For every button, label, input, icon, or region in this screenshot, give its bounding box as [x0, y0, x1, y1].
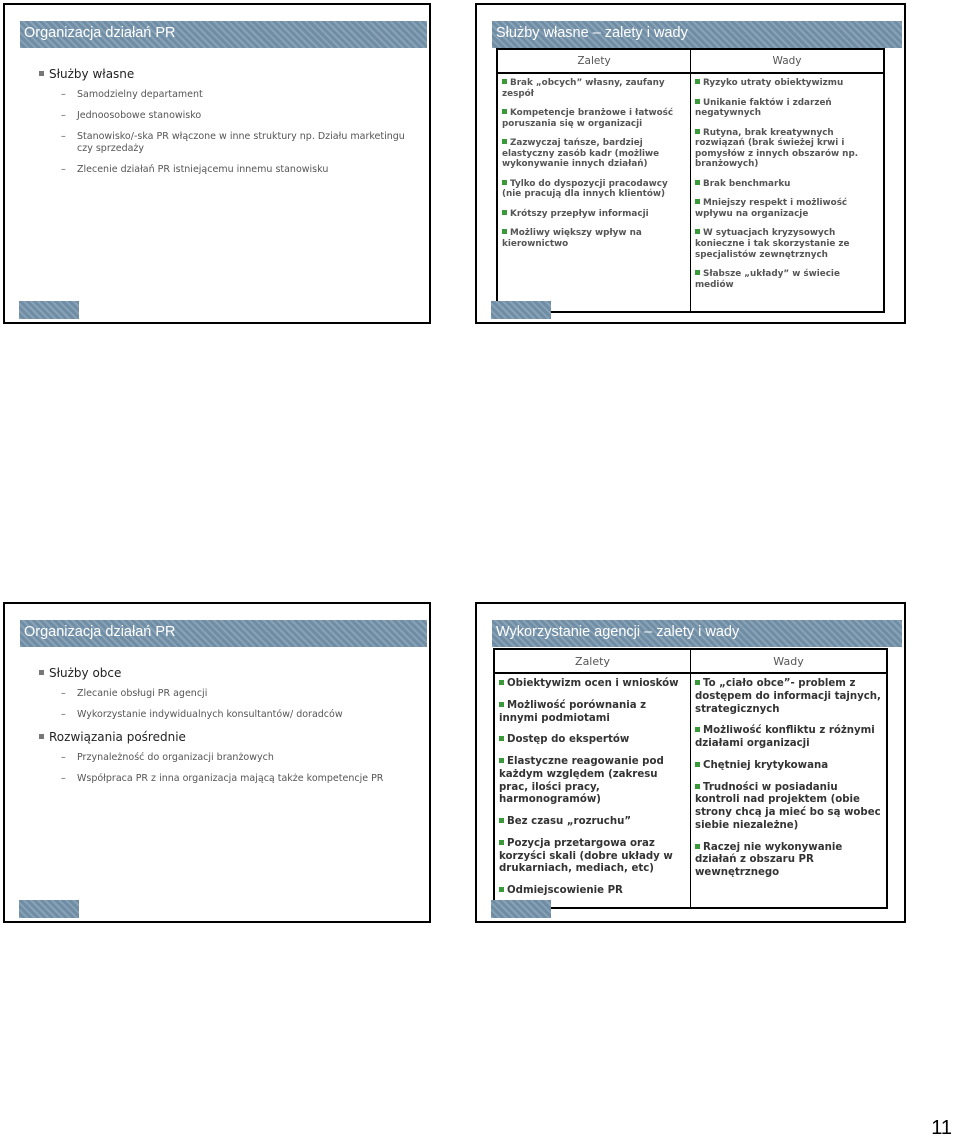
slide-corner-decoration [491, 900, 551, 918]
sub-bullet: – Stanowisko/-ska PR włączone w inne struktury np. Działu marketingu czy sprzedaży [39, 131, 417, 155]
slide-corner-decoration [491, 301, 551, 319]
bullet-square-icon [695, 129, 700, 134]
pro-item: Krótszy przepływ informacji [502, 209, 687, 220]
slide-organizacja-dzialan-pr-2 [3, 602, 431, 923]
slide-corner-decoration [19, 301, 79, 319]
pro-item: Odmiejscowienie PR [499, 885, 687, 898]
bullet-square-icon [499, 702, 504, 707]
bullet-square-icon [499, 758, 504, 763]
bullet-square-icon [502, 210, 507, 215]
con-item: Możliwość konfliktu z różnymi działami organizacji [695, 725, 875, 749]
bullet-square-icon [695, 270, 700, 275]
sub-bullet: – Zlecanie obsługi PR agencji [39, 688, 417, 700]
pro-item: Możliwy większy wpływ na kierownictwo [502, 228, 642, 250]
bullet-square-icon [499, 818, 504, 823]
slide-title: Organizacja działań PR [24, 624, 176, 640]
bullet-square-icon [502, 229, 507, 234]
bullet-square-icon [695, 99, 700, 104]
bullet-square-icon [695, 784, 700, 789]
con-item: To „ciało obce”- problem z dostępem do informacji tajnych, strategicznych [695, 678, 881, 715]
con-item: Rutyna, brak kreatywnych rozwiązań (brak świeżej krwi i pomysłów z innych obszarów np. branżowych) [695, 127, 859, 170]
sub-bullet: – Zlecenie działań PR istniejącemu innemu stanowisku [39, 164, 417, 176]
pro-item: Elastyczne reagowanie pod każdym względem (zakresu prac, ilości pracy, harmonogramów) [499, 756, 664, 806]
bullet-square-icon [695, 680, 700, 685]
slide-wykorzystanie-agencji-zalety-wady [475, 602, 906, 923]
bullet-square-icon [695, 844, 700, 849]
slide-content [39, 67, 417, 184]
slide-content [39, 666, 417, 794]
page-number: 11 [931, 1117, 952, 1139]
pro-item: Kompetencje branżowe i łatwość poruszania się w organizacji [502, 108, 674, 129]
bullet-square-icon [499, 680, 504, 685]
pros-header: Zalety [497, 49, 691, 73]
bullet-square-icon [499, 840, 504, 845]
pro-item: Pozycja przetargowa oraz korzyści skali (dobre układy w drukarniach, mediach, etc) [499, 837, 673, 875]
pro-item: Obiektywizm ocen i wniosków [499, 678, 687, 691]
slide-organizacja-dzialan-pr-1 [3, 3, 431, 324]
pro-item: Bez czasu „rozruchu” [499, 816, 687, 829]
slide-title-bar [20, 21, 427, 48]
cons-header: Wady [691, 649, 888, 673]
con-item: Raczej nie wykonywanie działań z obszaru PR wewnętrznego [695, 841, 843, 878]
con-item: Chętniej krytykowana [695, 760, 883, 773]
slide-title-bar [492, 21, 902, 48]
slide-title-bar [492, 620, 902, 647]
bullet-square-icon [695, 762, 700, 767]
sub-bullet: – Samodzielny departament [39, 89, 417, 101]
con-item: Mniejszy respekt i możliwość wpływu na organizacje [695, 198, 848, 219]
cons-column [691, 73, 885, 312]
pros-cons-table [493, 648, 888, 909]
sub-bullet: – Przynależność do organizacji branżowych [39, 752, 417, 764]
pro-item: Tylko do dyspozycji pracodawcy (nie pracują dla innych klientów) [502, 178, 668, 200]
con-item: Unikanie faktów i zdarzeń negatywnych [695, 97, 832, 119]
pros-header: Zalety [494, 649, 691, 673]
cons-column [691, 673, 888, 908]
con-item: Ryzyko utraty obiektywizmu [695, 78, 880, 89]
bullet-heading: Służby obce [39, 666, 417, 680]
bullet-square-icon [502, 79, 507, 84]
bullet-square-icon [499, 887, 504, 892]
bullet-square-icon [695, 727, 700, 732]
pros-cons-table [496, 48, 885, 313]
bullet-square-icon [695, 199, 700, 204]
bullet-square-icon [695, 229, 700, 234]
slide-corner-decoration [19, 900, 79, 918]
slide-title: Organizacja działań PR [24, 25, 176, 41]
con-item: Słabsze „układy” w świecie mediów [695, 269, 840, 290]
bullet-square-icon [695, 79, 700, 84]
sub-bullet: – Współpraca PR z inna organizacja mającą także kompetencje PR [39, 773, 417, 785]
slide-sluzby-wlasne-zalety-wady [475, 3, 906, 324]
con-item: Brak benchmarku [695, 179, 880, 190]
con-item: Trudności w posiadaniu kontroli nad projektem (obie strony chcą ja mieć bo są wobec siebie niezależne) [695, 781, 881, 831]
bullet-square-icon [695, 180, 700, 185]
pro-item: Możliwość porównania z innymi podmiotami [499, 699, 647, 724]
pros-column [494, 673, 691, 908]
bullet-square-icon [499, 736, 504, 741]
bullet-square-icon [502, 180, 507, 185]
bullet-heading: Rozwiązania pośrednie [39, 730, 417, 744]
sub-bullet: – Jednoosobowe stanowisko [39, 110, 417, 122]
pros-column [497, 73, 691, 312]
con-item: W sytuacjach kryzysowych konieczne i tak skorzystanie ze specjalistów zewnętrznych [695, 228, 850, 260]
pro-item: Zazwyczaj tańsze, bardziej elastyczny zasób kadr (możliwe wykonywanie innych działań) [502, 138, 660, 170]
slide-title: Służby własne – zalety i wady [496, 25, 688, 41]
pro-item: Dostęp do ekspertów [499, 734, 687, 747]
pro-item: Brak „obcych” własny, zaufany zespół [502, 78, 665, 99]
sub-bullet: – Wykorzystanie indywidualnych konsultantów/ doradców [39, 709, 417, 721]
bullet-square-icon [502, 139, 507, 144]
cons-header: Wady [691, 49, 885, 73]
slide-title: Wykorzystanie agencji – zalety i wady [496, 624, 740, 640]
bullet-heading: Służby własne [39, 67, 417, 81]
bullet-square-icon [502, 109, 507, 114]
slide-title-bar [20, 620, 427, 647]
